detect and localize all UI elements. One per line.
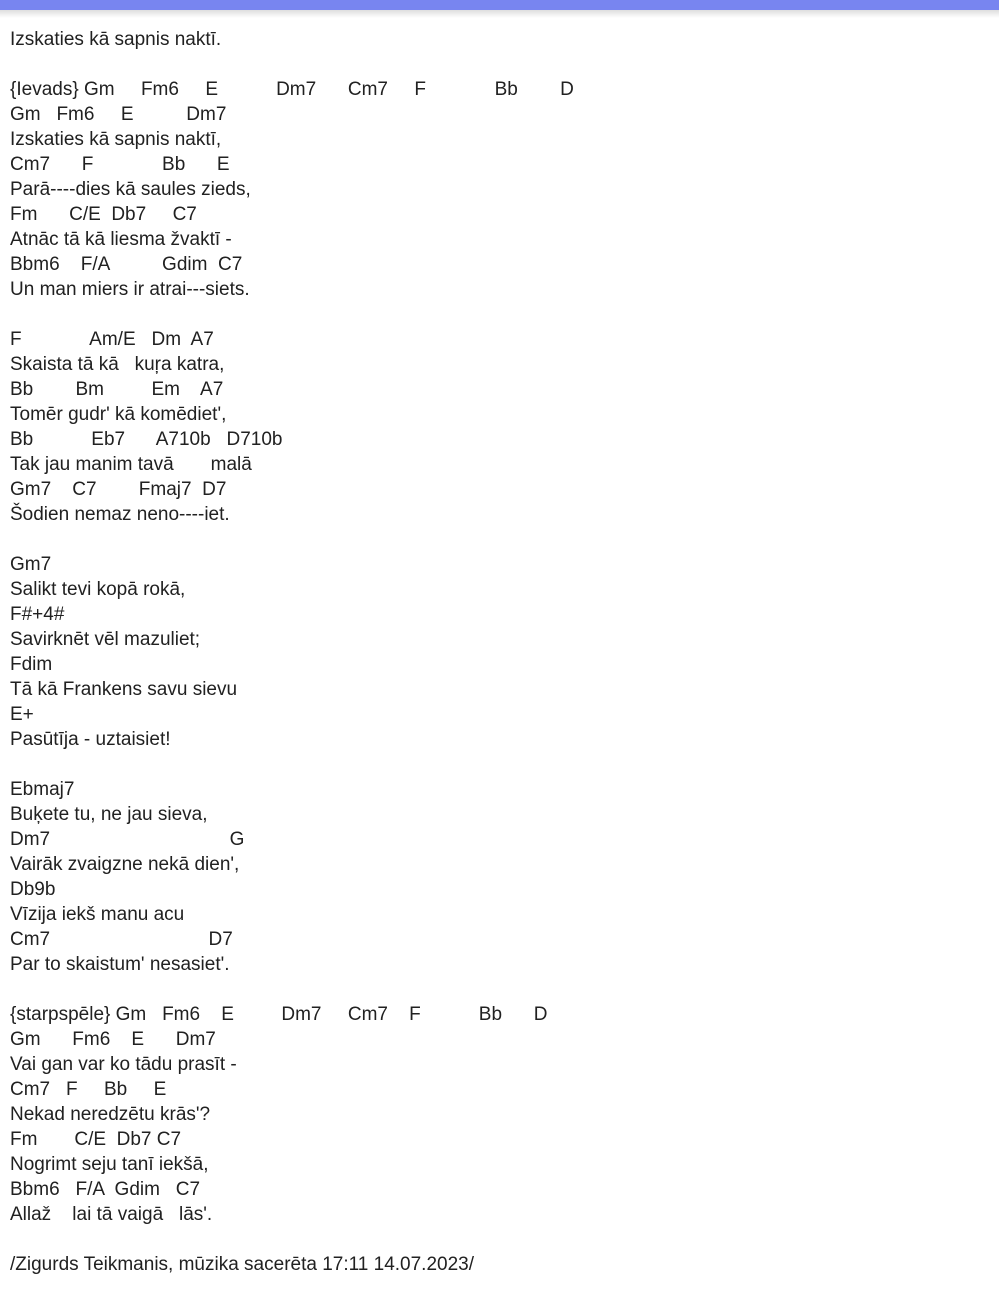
text-line <box>10 752 989 777</box>
text-line: Savirknēt vēl mazuliet; <box>10 629 201 650</box>
text-line: Parā----dies kā saules zieds, <box>10 179 251 200</box>
text-line: {starpspēle} Gm Fm6 E Dm7 Cm7 F Bb D <box>10 1004 548 1025</box>
top-accent-bar <box>0 0 999 10</box>
text-line <box>10 302 989 327</box>
text-line: Atnāc tā kā liesma žvaktī - <box>10 229 232 250</box>
text-line <box>10 1227 989 1252</box>
text-line: {Ievads} Gm Fm6 E Dm7 Cm7 F Bb D <box>10 79 574 100</box>
text-line: Fdim <box>10 654 53 675</box>
text-line: Gm7 <box>10 554 52 575</box>
text-line: Fm C/E Db7 C7 <box>10 1129 182 1150</box>
text-line: Skaista tā kā kuŗa katra, <box>10 354 225 375</box>
text-line: Izskaties kā sapnis naktī, <box>10 129 222 150</box>
text-line: Buķete tu, ne jau sieva, <box>10 804 208 825</box>
text-line: Gm7 C7 Fmaj7 D7 <box>10 479 227 500</box>
text-line: Nogrimt seju tanī iekšā, <box>10 1154 209 1175</box>
text-line: /Zigurds Teikmanis, mūzika sacerēta 17:11 14.07.2023/ <box>10 1254 474 1275</box>
text-line: Bbm6 F/A Gdim C7 <box>10 254 243 275</box>
text-line: E+ <box>10 704 34 725</box>
accent-bar-shadow <box>0 10 999 18</box>
text-line: Salikt tevi kopā rokā, <box>10 579 186 600</box>
text-line: Cm7 F Bb E <box>10 154 230 175</box>
text-line: Vīzija iekš manu acu <box>10 904 185 925</box>
text-line <box>10 527 989 552</box>
text-line: Gm Fm6 E Dm7 <box>10 104 227 125</box>
text-line: Nekad neredzētu krās'? <box>10 1104 211 1125</box>
text-line: Par to skaistum' nesasiet'. <box>10 954 230 975</box>
text-line: Cm7 F Bb E <box>10 1079 167 1100</box>
text-line: Tā kā Frankens savu sievu <box>10 679 238 700</box>
text-line: F#+4# <box>10 604 65 625</box>
text-line: Gm Fm6 E Dm7 <box>10 1029 216 1050</box>
text-line: Un man miers ir atrai---siets. <box>10 279 250 300</box>
text-line: Cm7 D7 <box>10 929 233 950</box>
text-line: Tomēr gudr' kā komēdiet', <box>10 404 227 425</box>
text-line: Db9b <box>10 879 56 900</box>
text-line: Izskaties kā sapnis naktī. <box>10 29 222 50</box>
song-text-area[interactable] <box>0 18 999 1307</box>
text-line: Dm7 G <box>10 829 245 850</box>
text-line: Ebmaj7 <box>10 779 75 800</box>
text-line: F Am/E Dm A7 <box>10 329 214 350</box>
text-line: Bb Bm Em A7 <box>10 379 224 400</box>
text-line <box>10 977 989 1002</box>
text-line: Tak jau manim tavā malā <box>10 454 252 475</box>
text-line: Bbm6 F/A Gdim C7 <box>10 1179 201 1200</box>
text-line: Fm C/E Db7 C7 <box>10 204 197 225</box>
text-line: Vai gan var ko tādu prasīt - <box>10 1054 237 1075</box>
text-line: Pasūtīja - uztaisiet! <box>10 729 171 750</box>
text-line: Bb Eb7 A710b D710b <box>10 429 283 450</box>
text-line: Vairāk zvaigzne nekā dien', <box>10 854 240 875</box>
text-line: Šodien nemaz neno----iet. <box>10 504 230 525</box>
text-line <box>10 52 989 77</box>
text-line: Allaž lai tā vaigā lās'. <box>10 1204 213 1225</box>
